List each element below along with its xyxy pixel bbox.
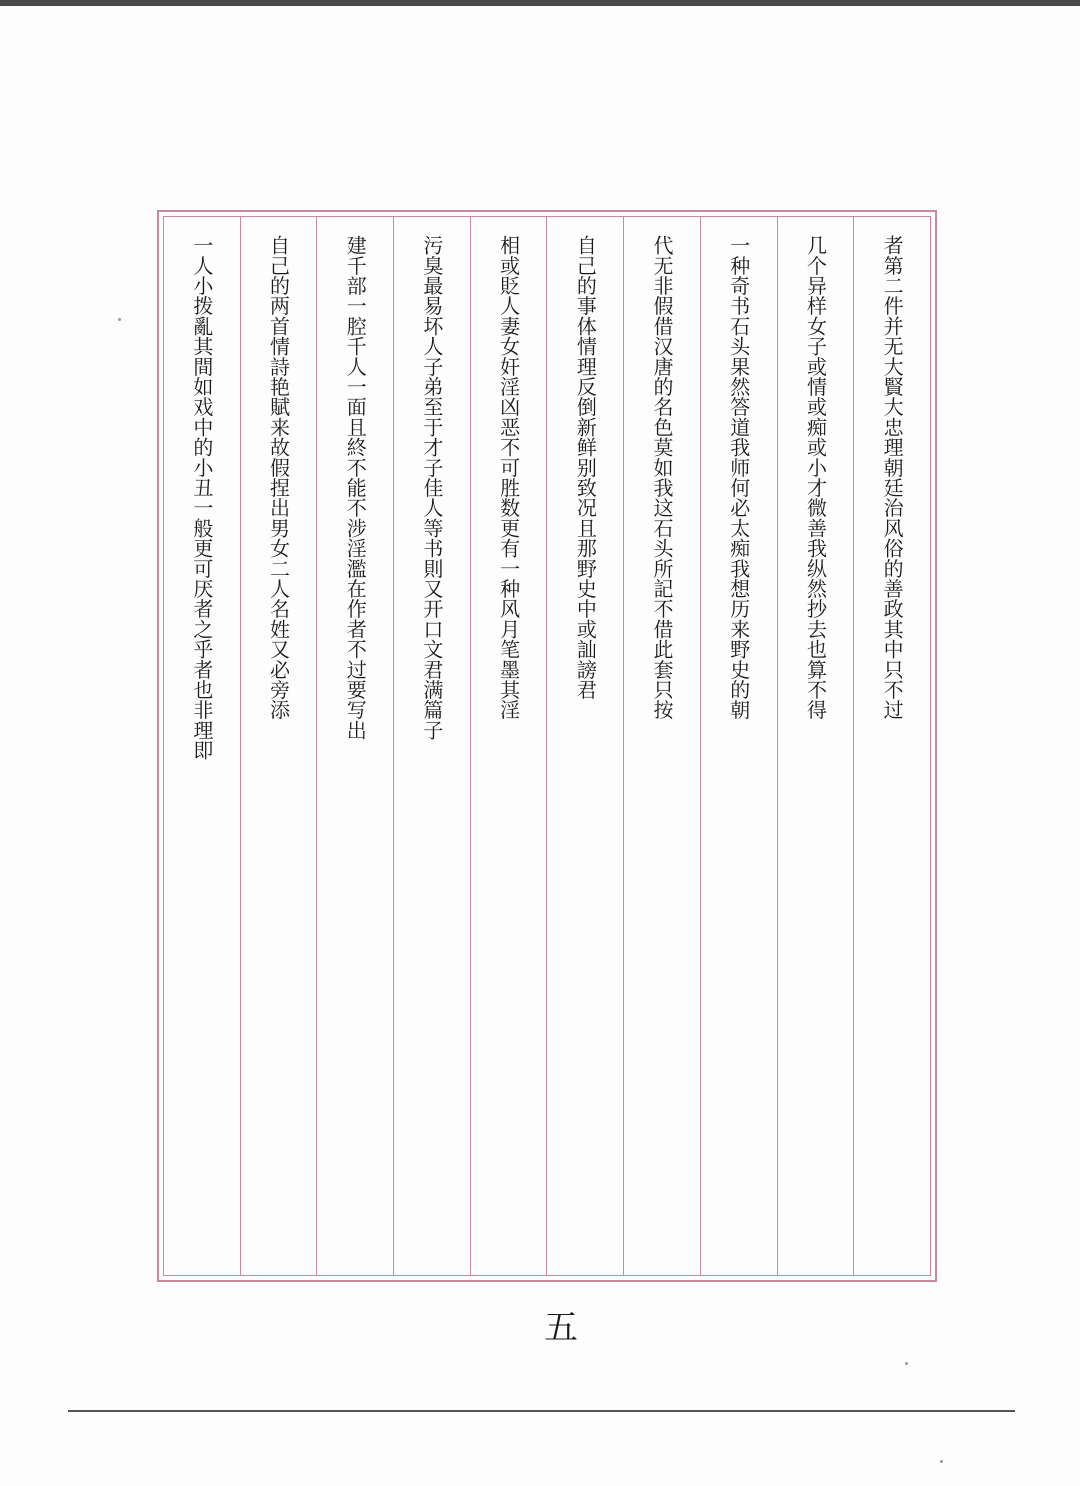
manuscript-column	[393, 217, 470, 1275]
manuscript-column	[240, 217, 317, 1275]
manuscript-column	[700, 217, 777, 1275]
manuscript-column	[623, 217, 700, 1275]
column-text: 几个异样女子或情或痴或小才微善我纵然抄去也算不得	[803, 235, 828, 720]
column-text: 建千部一腔千人一面且終不能不涉淫濫在作者不过要写出	[343, 235, 368, 740]
column-text: 者第二件并无大賢大忠理朝廷治风俗的善政其中只不过	[880, 235, 905, 720]
page-number: 五	[544, 1308, 578, 1348]
scan-top-edge	[0, 0, 1080, 6]
column-text: 代无非假借汉唐的名色莫如我这石头所記不借此套只按	[650, 235, 675, 720]
column-text: 自己的两首情詩艳賦来故假捏出男女二人名姓又必旁添	[266, 235, 291, 720]
paper-speck	[905, 1362, 908, 1365]
manuscript-column	[777, 217, 854, 1275]
column-text: 相或貶人妻女奸淫凶恶不可胜数更有一种风月笔墨其淫	[496, 235, 521, 720]
column-text: 一种奇书石头果然答道我师何必太痴我想历来野史的朝	[726, 235, 751, 720]
column-text: 一人小拨亂其間如戏中的小丑一般更可厌者之乎者也非理即	[189, 235, 214, 761]
paper-speck	[940, 1460, 943, 1463]
manuscript-columns	[164, 217, 930, 1275]
manuscript-column	[316, 217, 393, 1275]
bottom-rule-line	[68, 1410, 1015, 1412]
column-text: 污臭最易坏人子弟至于才子佳人等书則又开口文君满篇子	[419, 235, 444, 740]
manuscript-column	[164, 217, 240, 1275]
paper-speck	[118, 318, 121, 321]
manuscript-column	[853, 217, 930, 1275]
manuscript-column	[470, 217, 547, 1275]
manuscript-column	[546, 217, 623, 1275]
column-text: 自己的事体情理反倒新鲜别致况且那野史中或訕謗君	[573, 235, 598, 700]
